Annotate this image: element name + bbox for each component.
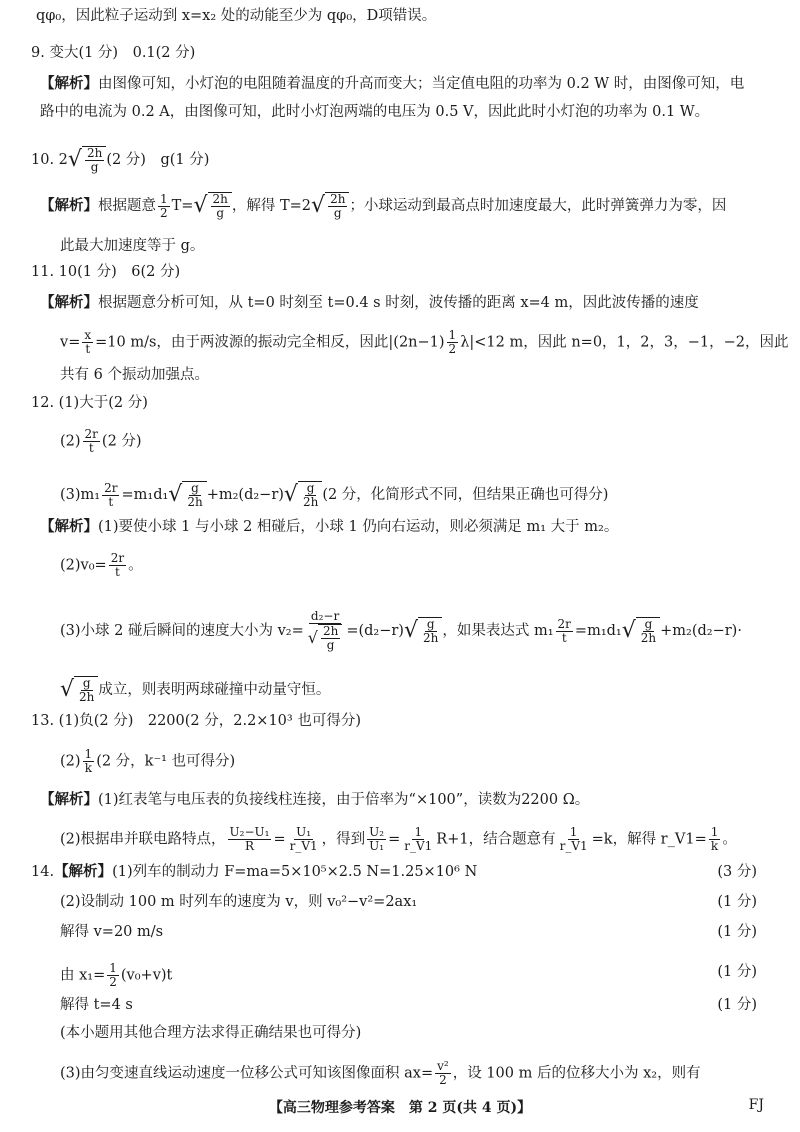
answer-q14: 14.【解析】(1)列车的制动力 F=ma=5×10⁵×2.5 N=1.25×10⁶ N [31, 863, 478, 880]
text-line: 由 x₁= $\frac{1}{2}$ (v₀+v)t [60, 961, 173, 989]
answer-q10: 10. 2 √ $\frac{2h}{g}$ (2 分) g(1 分) [31, 146, 210, 174]
text-line: (2)根据串并联电路特点， $\frac{\text{U₂−U₁}}{R}$ = $\frac{\text{U₁}}{r\_V1}$ ，得到 $\frac{\text{U₂}}{\text{U₁}}$ = $\frac{1}{r\_V1}$ R+1，结合题意有 $\frac{1}{r\_V1}$ =k，解得 r_V1= $\frac{1}{k}$ 。 [60, 825, 737, 853]
text-line: 此最大加速度等于 g。 [60, 238, 205, 254]
answer-q13: 13. (1)负(2 分) 2200(2 分，2.2×10³ 也可得分) [31, 713, 361, 729]
score: (1 分) [717, 964, 757, 980]
answer-q11: 11. 10(1 分) 6(2 分) [31, 264, 181, 280]
analysis-q11: 【解析】根据题意分析可知，从 t=0 时刻至 t=0.4 s 时刻，波传播的距离 x=4 m，因此波传播的速度 [40, 294, 699, 311]
text-line: qφ₀，因此粒子运动到 x=x₂ 处的动能至少为 qφ₀，D项错误。 [36, 8, 437, 24]
text-line: (3)m₁ $\frac{2r}{t}$ =m₁d₁ √ $\frac{g}{2h}$ +m₂(d₂−r) √ $\frac{g}{2h}$ (2 分，化简形式不同，但结果正确也可得分) [60, 480, 609, 509]
text-line: (3)小球 2 碰后瞬间的速度大小为 v₂= d₂−r √ $\frac{2h}{g}$ =(d₂−r) √ $\frac{g}{2h}$ ，如果表达式 m₁ $\frac{2r}{t}$ =m₁d₁ √ $\frac{g}{2h}$ +m₂(d₂−r)· [60, 609, 742, 652]
answer-q9: 9. 变大(1 分) 0.1(2 分) [31, 45, 196, 61]
score: (1 分) [717, 924, 757, 940]
text-line: (本小题用其他合理方法求得正确结果也可得分) [60, 1025, 362, 1041]
score: (1 分) [717, 997, 757, 1013]
footer-code: FJ [748, 1097, 764, 1113]
text-line: √ $\frac{g}{2h}$ 成立，则表明两球碰撞中动量守恒。 [60, 676, 331, 704]
text-line: 解得 v=20 m/s [60, 924, 164, 940]
analysis-q10: 【解析】根据题意 $\frac{1}{2}$ T= √ $\frac{2h}{g}$ ，解得 T=2 √ $\frac{2h}{g}$ ；小球运动到最高点时加速度最大，此时弹簧弹力为零，因 [40, 191, 727, 220]
score: (1 分) [717, 894, 757, 910]
page-footer: 【高三物理参考答案 第 2 页(共 4 页)】 [268, 1100, 532, 1116]
score: (3 分) [717, 864, 757, 880]
analysis-q13: 【解析】(1)红表笔与电压表的负接线柱连接，由于倍率为“×100”，读数为2200 Ω。 [40, 791, 590, 808]
text-line: (2) $\frac{2r}{t}$ (2 分) [60, 427, 142, 455]
text-line: v= $\frac{x}{t}$ =10 m/s，由于两波源的振动完全相反，因此|(2n−1) $\frac{1}{2}$ λ|<12 m，因此 n=0，1，2，3，−1，−2，因此 [60, 328, 789, 356]
text-line: 共有 6 个振动加强点。 [60, 367, 209, 383]
text-line: (2)v₀= $\frac{2r}{t}$ 。 [60, 551, 143, 579]
text-line: (3)由匀变速直线运动速度一位移公式可知该图像面积 ax= $\frac{\text{v²}}{2}$ ，设 100 m 后的位移大小为 x₂，则有 [60, 1059, 701, 1087]
text-line: 解得 t=4 s [60, 997, 133, 1013]
analysis-q12: 【解析】(1)要使小球 1 与小球 2 相碰后，小球 1 仍向右运动，则必须满足 m₁ 大于 m₂。 [40, 518, 619, 535]
sqrt-2h-over-g: √ $\frac{2h}{g}$ [68, 146, 106, 174]
text-line: 路中的电流为 0.2 A，由图像可知，此时小灯泡两端的电压为 0.5 V，因此此时小灯泡的功率为 0.1 W。 [40, 104, 710, 120]
analysis-q9: 【解析】由图像可知，小灯泡的电阻随着温度的升高而变大；当定值电阻的功率为 0.2 W 时，由图像可知，电 [40, 75, 745, 92]
text-line: (2)设制动 100 m 时列车的速度为 v，则 v₀²−v²=2ax₁ [60, 894, 418, 910]
text-line: (2) $\frac{1}{k}$ (2 分，k⁻¹ 也可得分) [60, 747, 236, 775]
answer-q12: 12. (1)大于(2 分) [31, 395, 148, 411]
